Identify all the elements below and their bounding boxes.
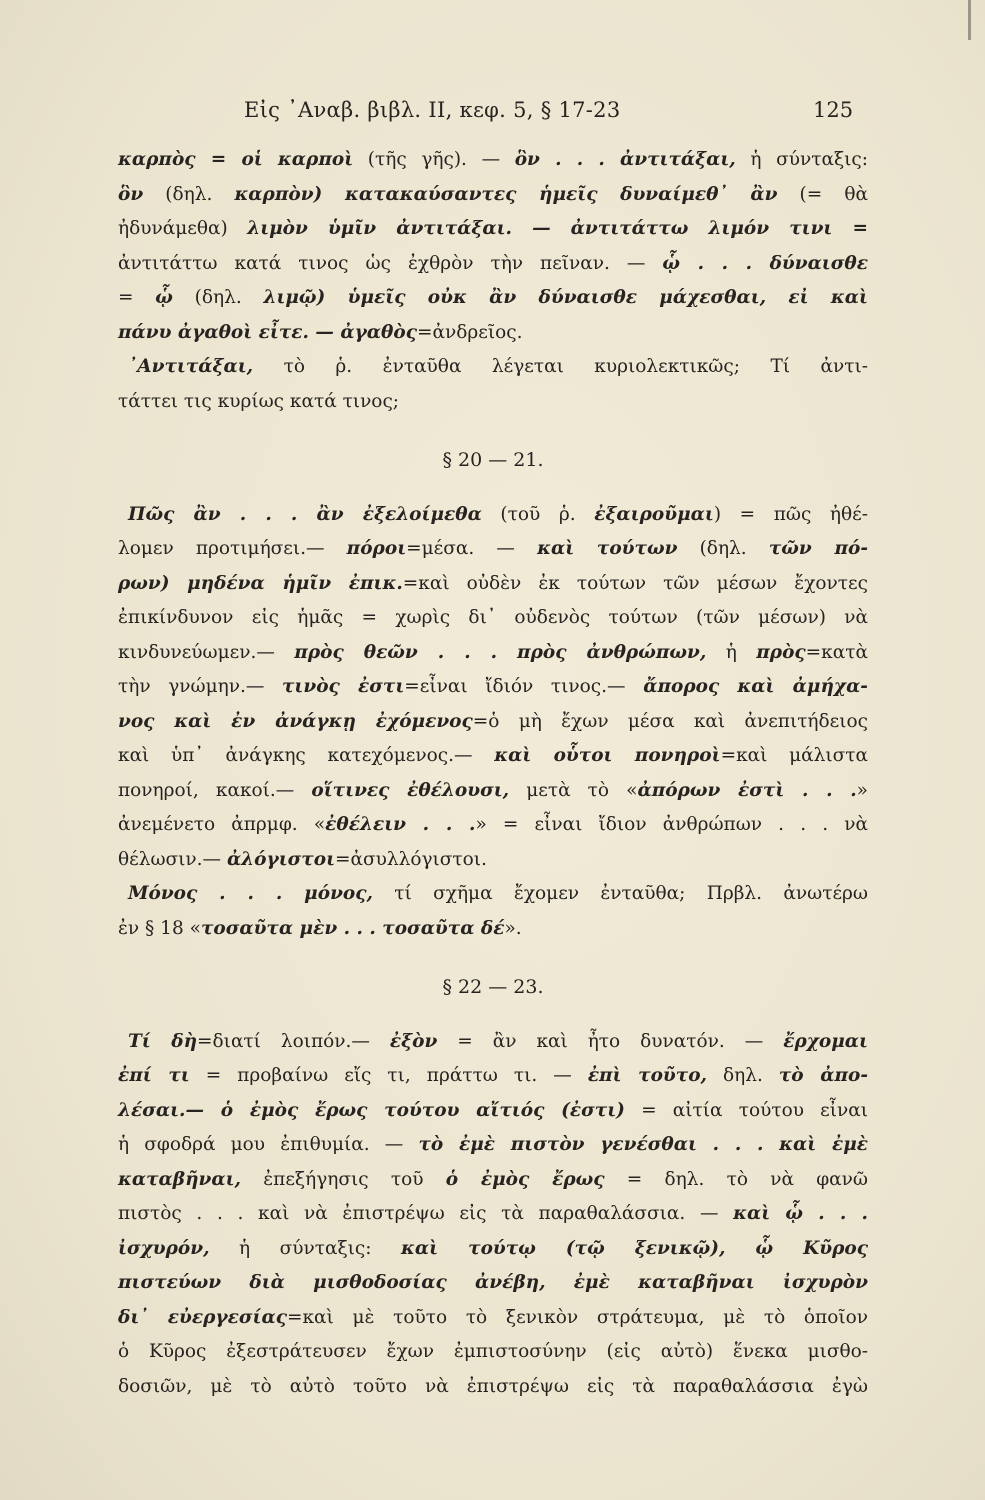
gloss-text: =κατὰ: [805, 641, 868, 663]
text-line: [118, 281, 868, 316]
lemma-text: ἄπορος καὶ ἀμήχα-: [643, 676, 868, 697]
lemma-text: ἀπόρων ἐστὶ . . .: [637, 779, 857, 801]
running-title: Εἰς ᾿Αναβ. βιβλ. ΙΙ, κεφ. 5, § 17-23: [244, 98, 621, 122]
text-line: [118, 877, 868, 912]
text-line: [118, 350, 868, 385]
text-line: [118, 636, 868, 671]
gloss-text: ἡ σύνταξις:: [209, 1237, 401, 1259]
lemma-text: ὃν . . . ἀντιτάξαι,: [514, 149, 736, 170]
text-line: [118, 601, 868, 636]
gloss-text: = δηλ. τὸ νὰ φανῶ: [604, 1168, 869, 1190]
text-line: [118, 774, 868, 809]
text-line: [118, 1335, 868, 1370]
lemma-text: καὶ ᾧ . . .: [733, 1203, 868, 1224]
lemma-text: πόροι: [346, 538, 407, 559]
gloss-text: ὁ Κῦρος ἐξεστράτευσεν ἔχων ἐμπιστοσύνην (εἰς αὐτὸ) ἕνεκα μισθο-: [118, 1341, 868, 1362]
gloss-text: ἡ σφοδρά μου ἐπιθυμία. —: [118, 1134, 419, 1155]
gloss-text: τὸ ῥ. ἐνταῦθα λέγεται κυριολεκτικῶς; Τί ἀντι-: [253, 356, 868, 377]
lemma-text: τοσαῦτα μὲν . . . τοσαῦτα δέ: [200, 917, 505, 939]
text-line: [118, 316, 868, 351]
lemma-text: καρπὸν) κατακαύσαντες ἡμεῖς δυναίμεθ᾿ ἂν: [234, 183, 778, 205]
lemma-text: οἵτινες ἐθέλουσι,: [311, 779, 510, 801]
text-line: [118, 143, 868, 178]
lemma-text: ἔρχομαι: [783, 1030, 868, 1052]
lemma-text: πρὸς θεῶν . . . πρὸς ἀνθρώπων,: [294, 641, 707, 663]
gloss-text: § 22 — 23.: [442, 976, 544, 998]
lemma-text: καὶ τούτων: [537, 538, 678, 559]
gloss-text: =μέσα. —: [406, 538, 538, 559]
text-line: [118, 1163, 868, 1198]
lemma-text: ὃν: [118, 183, 144, 205]
lemma-text: καταβῆναι,: [118, 1168, 241, 1190]
lemma-text: δι᾿ εὐεργεσίας: [118, 1306, 287, 1328]
lemma-text: νος καὶ ἐν ἀνάγκῃ ἐχόμενος: [118, 710, 473, 732]
running-head: [0, 98, 985, 128]
text-line: [118, 912, 868, 947]
section-heading: [118, 443, 868, 478]
section-spacer: [118, 419, 868, 443]
lemma-text: τῶν πό-: [768, 538, 868, 559]
text-line: [118, 843, 868, 878]
gloss-text: (δηλ.: [677, 538, 769, 559]
gloss-text: (δηλ.: [172, 287, 264, 308]
text-line: [118, 1370, 868, 1405]
lemma-text: πιστεύων διὰ μισθοδοσίας ἀνέβη, ἐμὲ καταβῆναι ἰσχυρὸν: [118, 1272, 868, 1293]
gloss-text: τὴν γνώμην.—: [118, 676, 282, 697]
text-line: [118, 1266, 868, 1301]
gloss-text: μετὰ τὸ «: [509, 779, 638, 801]
gloss-text: καὶ ὑπ᾿ ἀνάγκης κατεχόμενος.—: [118, 745, 495, 766]
gloss-text: δηλ.: [706, 1065, 779, 1086]
gloss-text: θέλωσιν.—: [118, 848, 227, 870]
section-heading: [118, 970, 868, 1005]
text-line: [118, 1025, 868, 1060]
text-line: [118, 1232, 868, 1267]
gloss-text: ἡ: [706, 641, 757, 663]
gloss-text: § 20 — 21.: [442, 449, 544, 471]
commentary-text: [118, 143, 868, 1404]
lemma-text: λιμὸν ὑμῖν ἀντιτάξαι. — ἀντιτάττω λιμόν τινι =: [247, 218, 868, 239]
gloss-text: ἐπεξήγησις τοῦ: [241, 1168, 446, 1190]
lemma-text: ἰσχυρόν,: [118, 1237, 210, 1259]
gloss-text: = προβαίνω εἴς τι, πράττω τι. —: [189, 1065, 588, 1086]
gloss-text: ἀνεμένετο ἀπρμφ. «: [118, 814, 326, 835]
text-line: [118, 498, 868, 533]
gloss-text: = αἰτία τούτου εἶναι: [624, 1099, 868, 1121]
lemma-text: λιμῷ) ὑμεῖς οὐκ ἂν δύναισθε μάχεσθαι, εἰ καὶ: [263, 287, 868, 308]
gloss-text: » = εἶναι ἴδιον ἀνθρώπων . . . νὰ: [475, 814, 869, 835]
text-line: [118, 739, 868, 774]
lemma-text: Τί δὴ: [128, 1030, 198, 1052]
gloss-text: ἐπικίνδυνον εἰς ἡμᾶς = χωρὶς δι᾿ οὐδενὸς τούτων (τῶν μέσων) νὰ: [118, 607, 868, 628]
lemma-text: ἐξαιροῦμαι: [594, 503, 714, 525]
text-line: [118, 1197, 868, 1232]
text-line: [118, 385, 868, 420]
gloss-text: = ἂν καὶ ἦτο δυνατόν. —: [437, 1030, 784, 1052]
lemma-text: ᾧ: [155, 287, 173, 308]
text-line: [118, 178, 868, 213]
page-number: 125: [813, 98, 854, 122]
lemma-text: ᾿Αντιτάξαι,: [128, 356, 254, 377]
text-line: [118, 532, 868, 567]
lemma-text: καὶ οὗτοι πονηροὶ: [494, 745, 721, 766]
gloss-text: =διατί λοιπόν.—: [197, 1030, 390, 1052]
lemma-text: ἐξὸν: [389, 1030, 438, 1052]
gloss-text: »: [856, 779, 868, 801]
gloss-text: ἀντιτάττω κατά τινος ὡς ἐχθρὸν τὴν πεῖναν. —: [118, 252, 663, 274]
text-line: [118, 1059, 868, 1094]
lemma-text: ἐθέλειν . . .: [325, 814, 476, 835]
gloss-text: =ἀνδρεῖος.: [417, 321, 523, 343]
gloss-text: λομεν προτιμήσει.—: [118, 538, 347, 559]
gloss-text: (τοῦ ῥ.: [481, 503, 595, 525]
gloss-text: =ἀσυλλόγιστοι.: [335, 848, 487, 870]
gloss-text: πιστὸς . . . καὶ νὰ ἐπιστρέψω εἰς τὰ παραθαλάσσια. —: [118, 1203, 734, 1224]
text-line: [118, 1128, 868, 1163]
gloss-text: (= θὰ: [777, 183, 868, 205]
text-line: [118, 1301, 868, 1336]
gloss-text: =ὁ μὴ ἔχων μέσα καὶ ἀνεπιτήδειος: [472, 710, 868, 732]
text-line: [118, 1094, 868, 1129]
page-edge-mark: [968, 0, 971, 40]
lemma-text: ἀλόγιστοι: [226, 848, 336, 870]
text-line: [118, 670, 868, 705]
text-line: [118, 247, 868, 282]
lemma-text: τινὸς ἐστι: [281, 676, 405, 697]
lemma-text: ἐπὶ τοῦτο,: [587, 1065, 707, 1086]
gloss-text: (τῆς γῆς). —: [353, 149, 515, 170]
lemma-text: πάνυ ἀγαθοὶ εἶτε. — ἀγαθὸς: [118, 321, 417, 343]
text-line: [118, 567, 868, 602]
gloss-text: τάττει τις κυρίως κατά τινος;: [118, 390, 400, 412]
gloss-text: πονηροί, κακοί.—: [118, 779, 312, 801]
section-spacer: [118, 478, 868, 498]
text-line: [118, 808, 868, 843]
gloss-text: ».: [504, 917, 522, 939]
lemma-text: πρὸς: [756, 641, 806, 663]
lemma-text: ἐπί τι: [118, 1065, 190, 1086]
lemma-text: καρπὸς = οἱ καρποὶ: [118, 149, 354, 170]
gloss-text: ἡ σύνταξις:: [735, 149, 868, 170]
lemma-text: τὸ ἐμὲ πιστὸν γενέσθαι . . . καὶ ἐμὲ: [418, 1134, 868, 1155]
lemma-text: ὁ ἐμὸς ἔρως: [445, 1168, 605, 1190]
gloss-text: =καὶ μὲ τοῦτο τὸ ξενικὸν στράτευμα, μὲ τὸ ὁποῖον: [286, 1306, 868, 1328]
gloss-text: ἐν § 18 «: [118, 917, 201, 939]
gloss-text: (δηλ.: [143, 183, 235, 205]
section-spacer: [118, 946, 868, 970]
lemma-text: Πῶς ἂν . . . ἂν ἐξελοίμεθα: [128, 503, 482, 525]
section-spacer: [118, 1005, 868, 1025]
lemma-text: ρων) μηδένα ἡμῖν ἐπικ.: [118, 572, 403, 594]
lemma-text: καὶ τούτῳ (τῷ ξενικῷ), ᾧ Κῦρος: [401, 1237, 868, 1259]
gloss-text: κινδυνεύωμεν.—: [118, 641, 295, 663]
text-line: [118, 705, 868, 740]
gloss-text: ) = πῶς ἠθέ-: [713, 503, 868, 525]
lemma-text: Μόνος . . . μόνος,: [128, 883, 373, 904]
gloss-text: τί σχῆμα ἔχομεν ἐνταῦθα; Πρβλ. ἀνωτέρω: [372, 883, 868, 904]
gloss-text: ἠδυνάμεθα): [118, 218, 248, 239]
gloss-text: =καὶ οὐδὲν ἐκ τούτων τῶν μέσων ἔχοντες: [402, 572, 868, 594]
text-line: [118, 212, 868, 247]
lemma-text: ᾧ . . . δύναισθε: [662, 252, 868, 274]
gloss-text: =καὶ μάλιστα: [720, 745, 868, 766]
lemma-text: λέσαι.— ὁ ἐμὸς ἔρως τούτου αἴτιός (ἐστι): [118, 1099, 625, 1121]
lemma-text: τὸ ἀπο-: [778, 1065, 868, 1086]
gloss-text: =εἶναι ἴδιόν τινος.—: [404, 676, 644, 697]
gloss-text: =: [118, 287, 156, 308]
gloss-text: δοσιῶν, μὲ τὸ αὐτὸ τοῦτο νὰ ἐπιστρέψω εἰς τὰ παραθαλάσσια ἐγὼ: [118, 1375, 868, 1397]
